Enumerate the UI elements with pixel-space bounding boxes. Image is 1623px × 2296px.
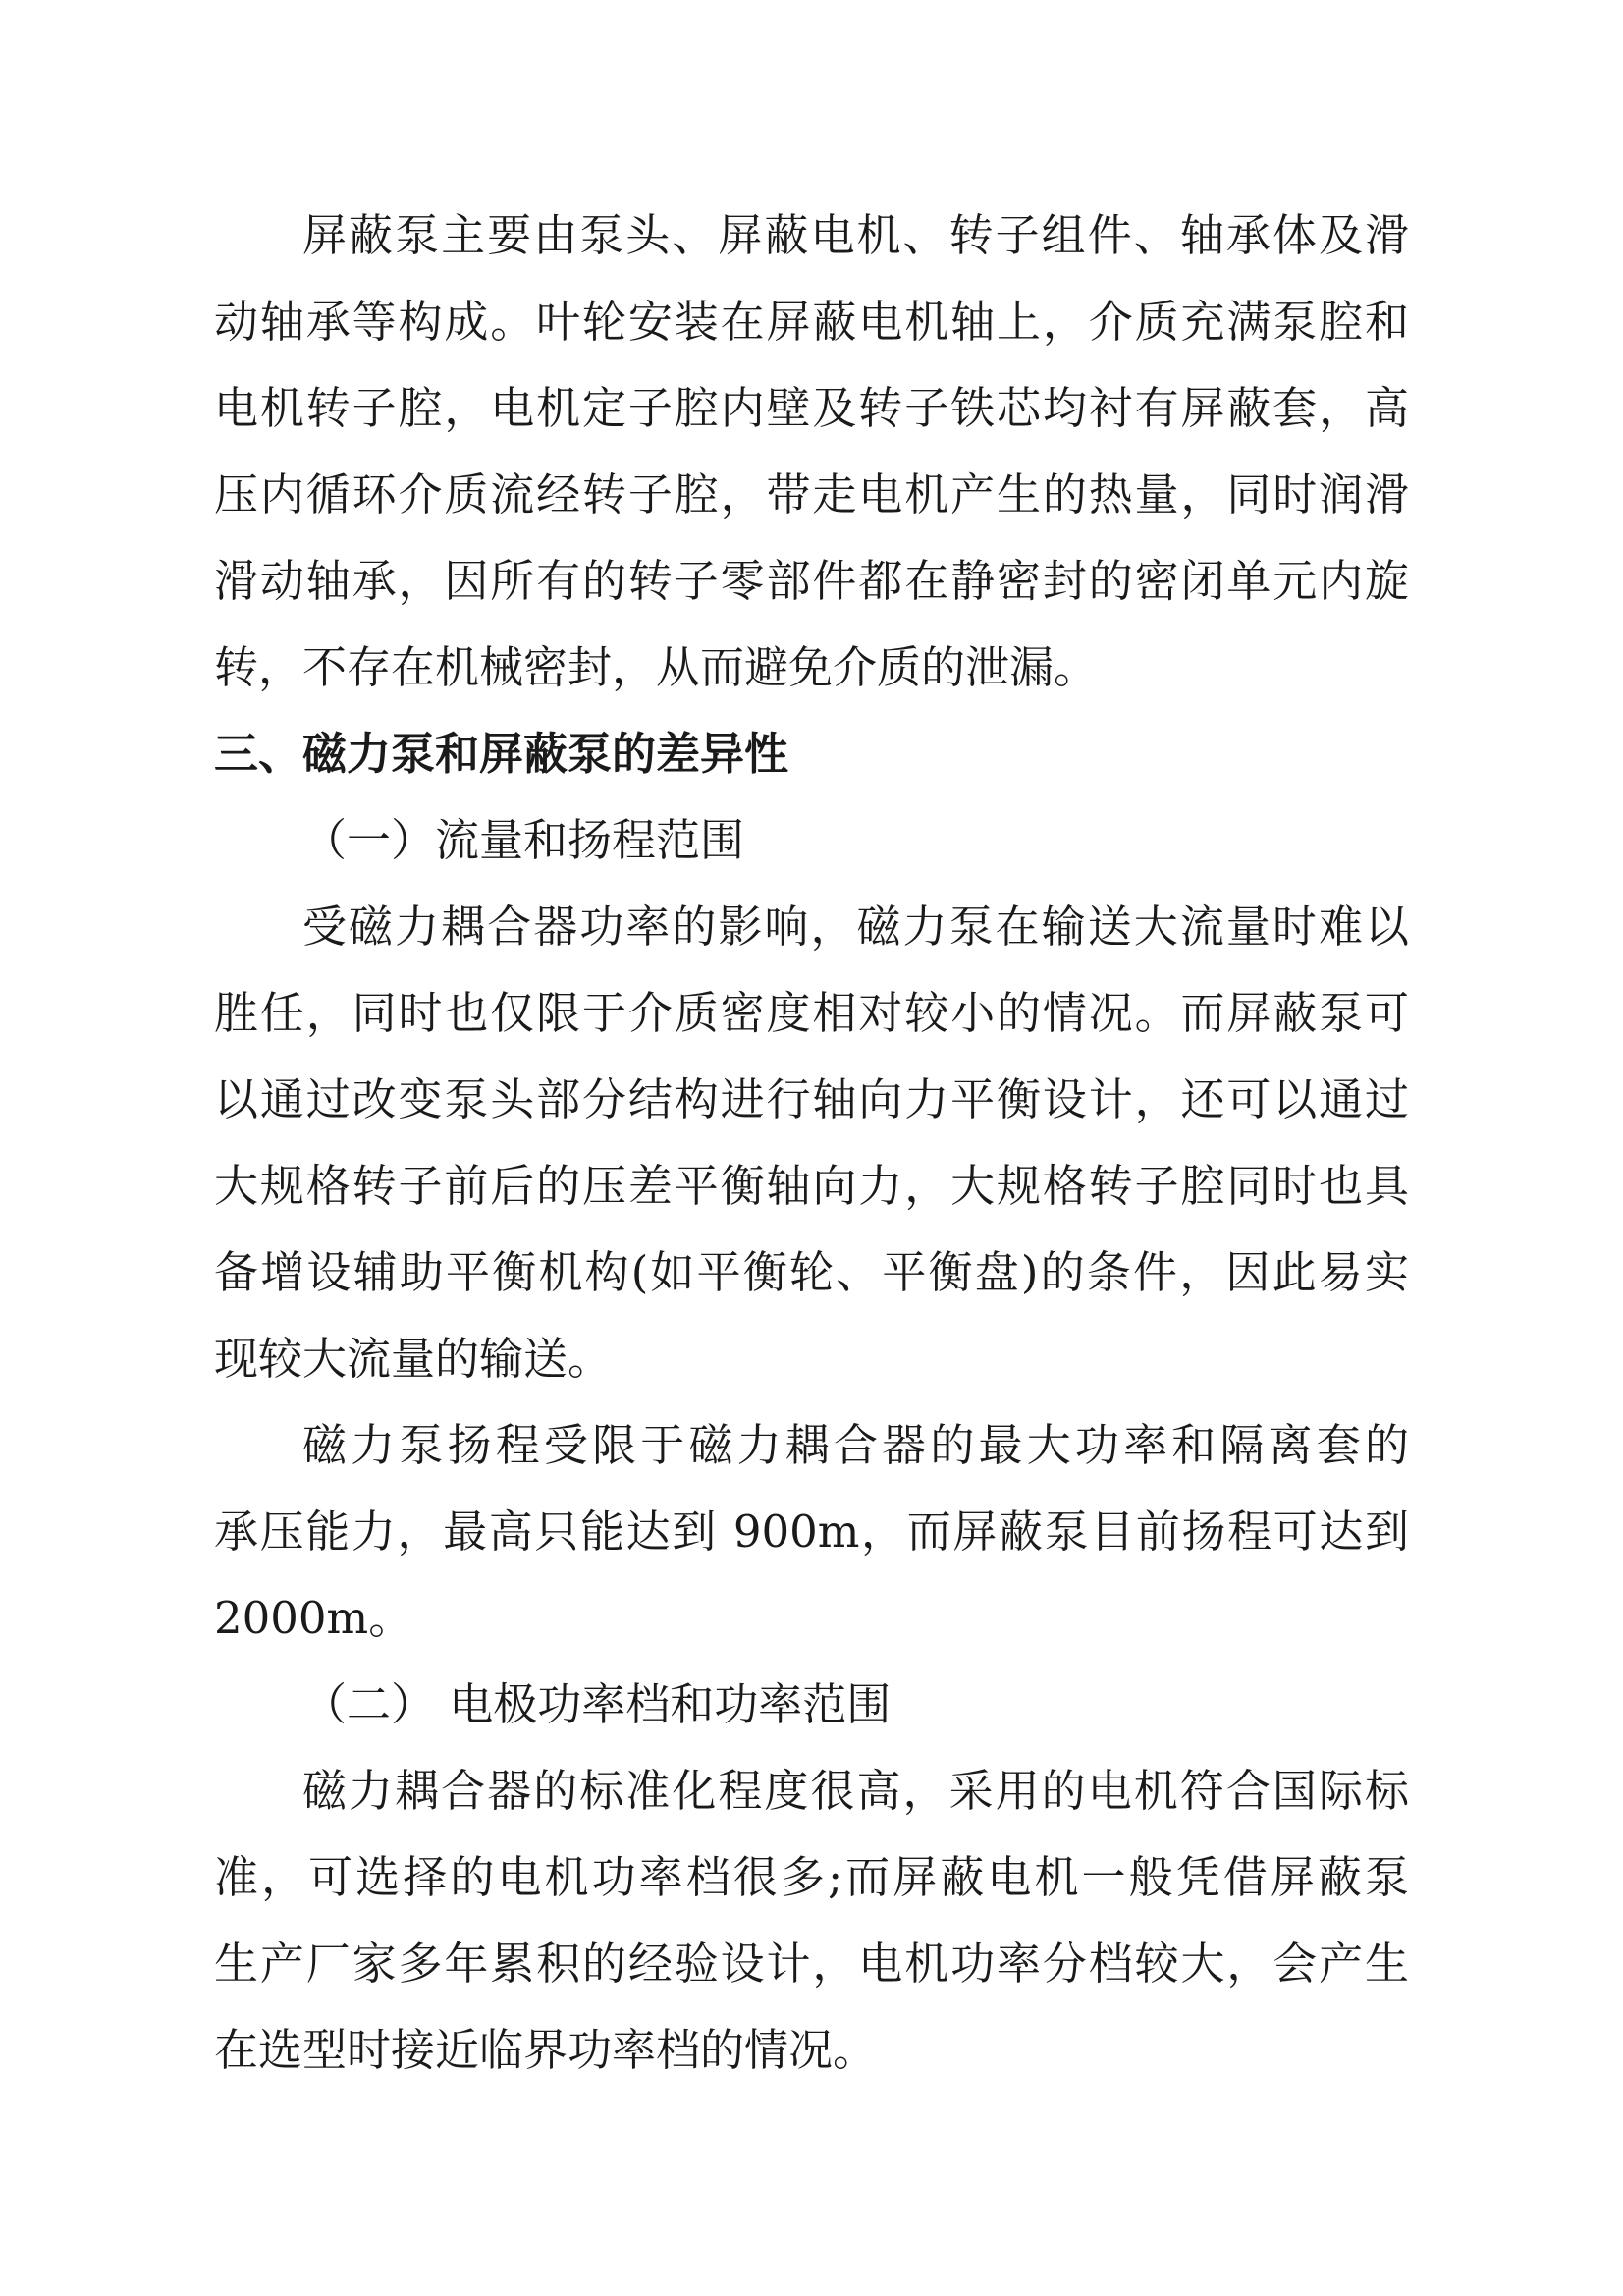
body-line: 受磁力耦合器功率的影响，磁力泵在输送大流量时难以 bbox=[302, 901, 1409, 953]
section-heading-3: 三、磁力泵和屏蔽泵的差异性 bbox=[214, 728, 789, 780]
subheading-1: （一）流量和扬程范围 bbox=[302, 814, 745, 866]
body-line: 承压能力，最高只能达到 900m，而屏蔽泵目前扬程可达到 bbox=[214, 1505, 1409, 1558]
body-line: 大规格转子前后的压差平衡轴向力，大规格转子腔同时也具 bbox=[214, 1160, 1409, 1212]
body-line: 动轴承等构成。叶轮安装在屏蔽电机轴上，介质充满泵腔和 bbox=[214, 296, 1409, 348]
body-line: 屏蔽泵主要由泵头、屏蔽电机、转子组件、轴承体及滑 bbox=[302, 209, 1409, 261]
body-line: 磁力耦合器的标准化程度很高，采用的电机符合国际标 bbox=[302, 1765, 1409, 1817]
body-line: 在选型时接近临界功率档的情况。 bbox=[214, 2024, 878, 2076]
body-line: 胜任，同时也仅限于介质密度相对较小的情况。而屏蔽泵可 bbox=[214, 987, 1409, 1039]
body-line: 磁力泵扬程受限于磁力耦合器的最大功率和隔离套的 bbox=[302, 1419, 1409, 1471]
body-line: 电机转子腔，电机定子腔内壁及转子铁芯均衬有屏蔽套，高 bbox=[214, 382, 1409, 434]
body-line: 以通过改变泵头部分结构进行轴向力平衡设计，还可以通过 bbox=[214, 1073, 1409, 1125]
body-line: 现较大流量的输送。 bbox=[214, 1333, 613, 1385]
body-line: 备增设辅助平衡机构(如平衡轮、平衡盘)的条件，因此易实 bbox=[214, 1246, 1409, 1298]
body-line: 转，不存在机械密封，从而避免介质的泄漏。 bbox=[214, 641, 1099, 693]
body-line: 生产厂家多年累积的经验设计，电机功率分档较大，会产生 bbox=[214, 1938, 1409, 1990]
body-line: 滑动轴承，因所有的转子零部件都在静密封的密闭单元内旋 bbox=[214, 555, 1409, 607]
subheading-2: （二） 电极功率档和功率范围 bbox=[302, 1678, 892, 1730]
body-line: 压内循环介质流经转子腔，带走电机产生的热量，同时润滑 bbox=[214, 468, 1409, 520]
body-line: 准，可选择的电机功率档很多;而屏蔽电机一般凭借屏蔽泵 bbox=[214, 1851, 1409, 1903]
body-line: 2000m。 bbox=[214, 1592, 413, 1644]
